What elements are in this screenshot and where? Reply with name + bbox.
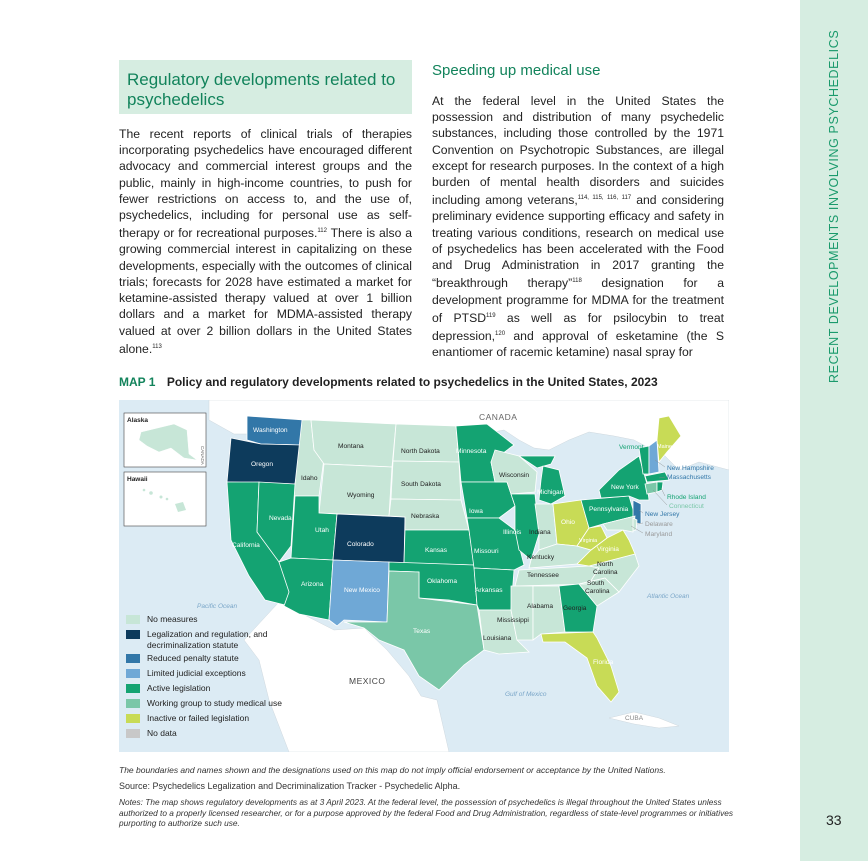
legend-item-reduced-penalty: [126, 653, 297, 668]
label-illinois: Illinois: [503, 529, 522, 536]
legend-swatch: [126, 729, 140, 738]
label-new-jersey: New Jersey: [645, 511, 680, 518]
label-colorado: Colorado: [347, 541, 374, 548]
label-nevada: Nevada: [269, 515, 292, 522]
legend-item-legalization: [126, 629, 297, 653]
running-header: RECENT DEVELOPMENTS INVOLVING PSYCHEDELICS: [827, 29, 841, 383]
label-arizona: Arizona: [301, 581, 324, 588]
legend-swatch: [126, 654, 140, 663]
cuba-land: [609, 712, 679, 728]
legend-swatch: [126, 699, 140, 708]
label-georgia: Georgia: [563, 605, 587, 612]
label-new-mexico: New Mexico: [344, 587, 380, 594]
label-kansas: Kansas: [425, 547, 447, 554]
page-number: 33: [826, 812, 842, 828]
atlantic-label: Atlantic Ocean: [647, 593, 690, 600]
legend-item-limited-judicial: [126, 668, 297, 683]
map-heading: [119, 375, 658, 389]
label-tennessee: Tennessee: [527, 572, 559, 579]
legend-label: No measures: [147, 614, 198, 624]
right-column-text: At the federal level in the United States the possession and distribution of many psychedelic substances, including those controlled by the 1971 Convention on Psychotropic Substances, are illegal except for research purposes. In the context of a high burden of mental health disorders and suicides including among veterans,$^{114, 115, 116, 117}$ and considering preliminary evidence supporting efficacy and safety in treating various conditions, research on medical use of psychedelics has been accelerated with the Food and Drug Administration in 2017 granting the “breakthrough therapy”$^{118}$ designation for a development programme for MDMA for the treatment of PTSD$^{119}$ as well as for psilocybin to treat depression,$^{120}$ and approval of esketamine (the S enantiomer of racemic ketamine) nasal spray for: [432, 94, 725, 360]
label-rhode-island: Rhode Island: [667, 494, 706, 501]
left-column-text: The recent reports of clinical trials of therapies incorporating psychedelics have encouraged different advocacy and commercial interest groups and the public, mainly in high-income countries, to push for fewer restrictions on access to, and the use of, psychedelics, including for personal use as self-therapy or for recreational purposes.$^{112}$ There is also a growing commercial interest in capitalizing on these developments, especially with the outcomes of clinical trials; forecasts for 2028 have estimated a market for ketamine-assisted therapy valued at over 1 billion dollars and a market for MDMA-assisted therapy valued at over 2 billion dollars in the United States alone.$^{113}$: [119, 127, 412, 356]
cuba-label: CUBA: [625, 715, 644, 722]
label-california: California: [232, 542, 260, 549]
legend-item-no-measures: [126, 614, 297, 629]
legend-swatch: [126, 669, 140, 678]
label-washington: Washington: [253, 427, 288, 434]
label-wisconsin: Wisconsin: [499, 472, 530, 479]
map-notes: Notes: The map shows regulatory developments as at 3 April 2023. At the federal level, the possession of psychedelics is illegal throughout the United States unless authorized to a properly licensed researcher, or for a purpose approved by the federal Food and Drug Administration, regardless of state-level programmes or initiatives purporting to authorize such use.: [119, 797, 733, 828]
label-utah: Utah: [315, 527, 329, 534]
section-heading: Regulatory developments related to psychedelics: [127, 70, 396, 109]
label-new-york: New York: [611, 484, 639, 491]
label-louisiana: Louisiana: [483, 635, 512, 642]
label-vermont: Vermont: [619, 444, 644, 451]
legend-label: Active legislation: [147, 683, 211, 693]
pacific-label: Pacific Ocean: [197, 603, 238, 610]
legend-label: Inactive or failed legislation: [147, 713, 250, 723]
label-connecticut: Connecticut: [669, 503, 704, 510]
label-mississippi: Mississippi: [497, 617, 529, 624]
label-oregon: Oregon: [251, 461, 273, 468]
map-label: MAP 1: [119, 375, 156, 389]
map-disclaimer: The boundaries and names shown and the designations used on this map do not imply official endorsement or acceptance by the United Nations.: [119, 765, 666, 775]
legend-swatch: [126, 714, 140, 723]
legend-swatch: [126, 615, 140, 624]
label-idaho: Idaho: [301, 475, 318, 482]
label-kentucky: Kentucky: [527, 554, 555, 561]
canada-label: CANADA: [479, 412, 518, 422]
label-texas: Texas: [413, 628, 431, 635]
legend-label: Limited judicial exceptions: [147, 668, 246, 678]
map-legend: [126, 614, 297, 743]
label-indiana: Indiana: [529, 529, 551, 536]
hawaii-label: Hawaii: [127, 476, 148, 483]
label-north-dakota: North Dakota: [401, 448, 440, 455]
legend-item-inactive: [126, 713, 297, 728]
legend-item-active-legislation: [126, 683, 297, 698]
label-arkansas: Arkansas: [475, 587, 503, 594]
canada-inset-label: CANADA: [200, 446, 205, 465]
label-virginia: Virginia: [597, 546, 619, 553]
legend-label: Reduced penalty statute: [147, 653, 239, 663]
label-maine: Maine: [657, 444, 672, 450]
alaska-inset: [124, 413, 206, 467]
legend-label: Legalization and regulation, and decriminalization statute: [147, 629, 268, 650]
label-florida: Florida: [593, 659, 614, 666]
label-nebraska: Nebraska: [411, 513, 440, 520]
label-massachusetts: Massachusetts: [667, 474, 711, 481]
label-north-carolina-2: Carolina: [593, 569, 618, 576]
label-north-carolina-1: North: [597, 561, 614, 568]
label-oklahoma: Oklahoma: [427, 578, 458, 585]
label-new-hampshire: New Hampshire: [667, 465, 714, 472]
label-missouri: Missouri: [474, 548, 499, 555]
legend-label: No data: [147, 728, 177, 738]
state-wyoming: [319, 464, 392, 516]
subsection-heading: Speeding up medical use: [432, 62, 601, 79]
label-montana: Montana: [338, 443, 364, 450]
mexico-label: MEXICO: [349, 676, 386, 686]
label-iowa: Iowa: [469, 508, 483, 515]
label-ohio: Ohio: [561, 519, 575, 526]
label-michigan: Michigan: [537, 489, 564, 496]
label-minnesota: Minnesota: [456, 448, 487, 455]
gulf-label: Gulf of Mexico: [505, 691, 547, 698]
state-colorado: [333, 514, 405, 563]
label-pennsylvania: Pennsylvania: [589, 506, 629, 513]
label-maryland: Maryland: [645, 531, 673, 538]
label-alabama: Alabama: [527, 603, 554, 610]
legend-swatch: [126, 630, 140, 639]
alaska-label: Alaska: [127, 417, 148, 424]
hawaii-inset: [124, 472, 206, 526]
legend-swatch: [126, 684, 140, 693]
section-heading-box: [119, 60, 412, 114]
label-wyoming: Wyoming: [347, 492, 375, 499]
state-north-dakota: [393, 424, 459, 462]
label-south-dakota: South Dakota: [401, 481, 441, 488]
label-delaware: Delaware: [645, 521, 673, 528]
legend-item-working-group: [126, 698, 297, 713]
state-florida: [541, 632, 619, 702]
legend-item-no-data: [126, 728, 297, 743]
label-west-virginia: Virginia: [579, 538, 598, 544]
label-south-carolina-1: South: [587, 580, 605, 587]
label-south-carolina-2: Carolina: [585, 588, 610, 595]
legend-label: Working group to study medical use: [147, 698, 282, 708]
map-source: Source: Psychedelics Legalization and Decriminalization Tracker - Psychedelic Alpha.: [119, 781, 461, 791]
map-title: Policy and regulatory developments related to psychedelics in the United States, 2023: [166, 375, 658, 389]
